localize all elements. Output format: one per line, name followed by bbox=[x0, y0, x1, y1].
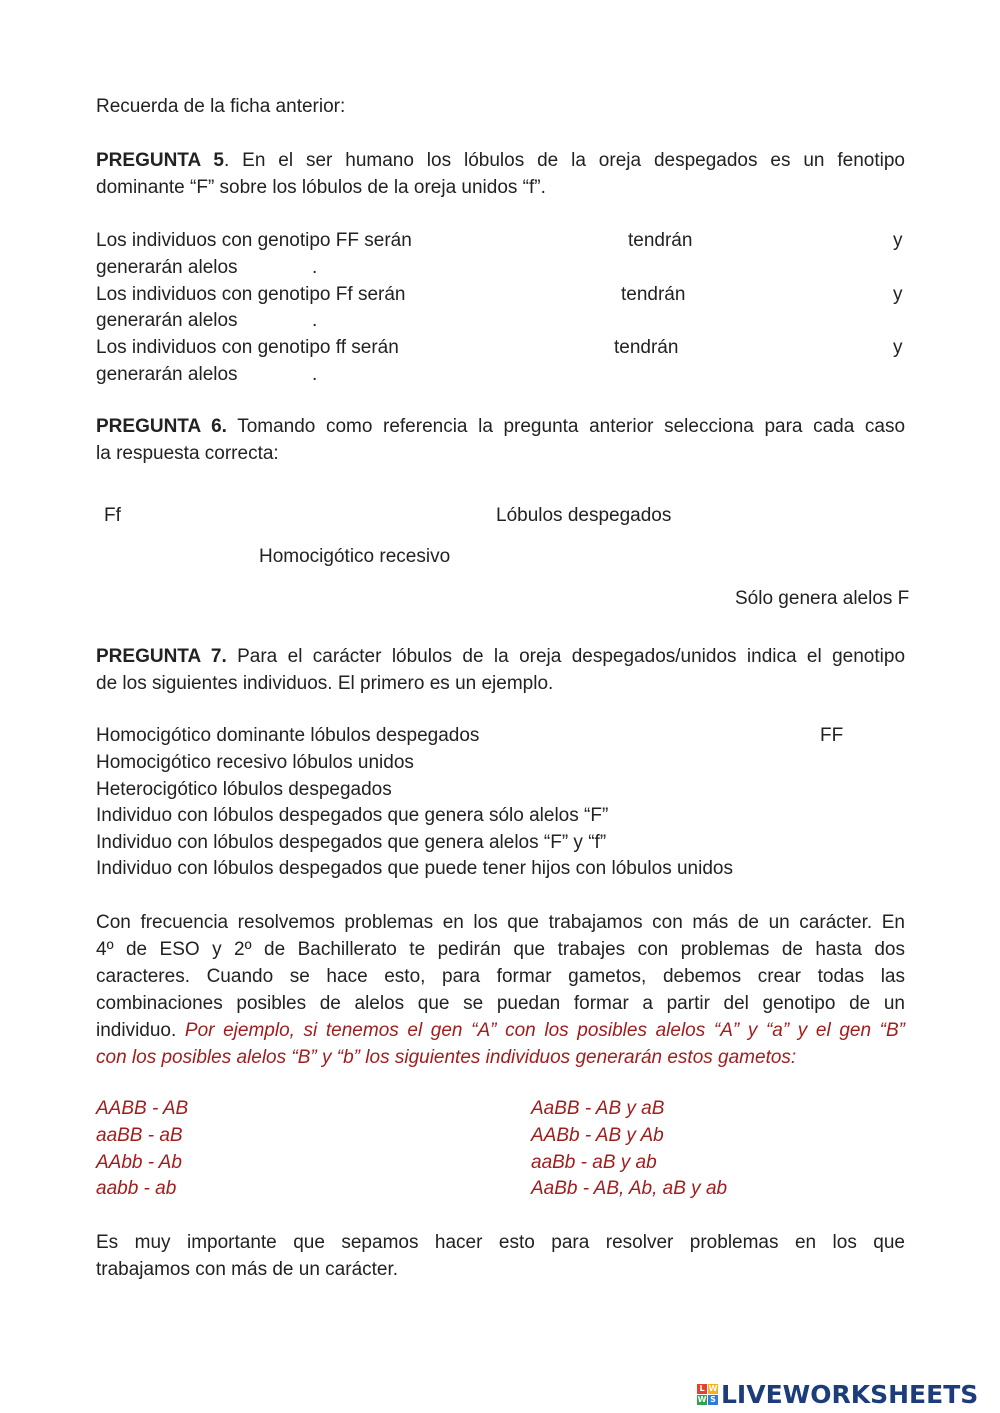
q6-item-homocigotico-recesivo: Homocigótico recesivo bbox=[259, 546, 451, 567]
q5-row-2-prefix: Los individuos con genotipo Ff serán bbox=[96, 284, 406, 305]
q5-row-3-prefix: Los individuos con genotipo ff serán bbox=[96, 337, 399, 358]
question-5-line-1: PREGUNTA 5. En el ser humano los lóbulos de la oreja despegados es un fenotipo bbox=[96, 150, 905, 171]
q5-row-2-mid: tendrán bbox=[621, 284, 686, 305]
question-5-line-2: dominante “F” sobre los lóbulos de la oreja unidos “f”. bbox=[96, 177, 546, 198]
q5-row-2-second: generarán alelos bbox=[96, 310, 238, 331]
gamete-left-3: AAbb - Ab bbox=[96, 1152, 182, 1173]
q6-item-solo-genera-alelos-f: Sólo genera alelos F bbox=[735, 588, 910, 609]
q5-row-1-mid: tendrán bbox=[628, 230, 693, 251]
gamete-left-4: aabb - ab bbox=[96, 1178, 177, 1199]
question-6-line-1: PREGUNTA 6. Tomando como referencia la pregunta anterior selecciona para cada caso bbox=[96, 416, 906, 437]
gamete-right-3: aaBb - aB y ab bbox=[531, 1152, 657, 1173]
gamete-left-2: aaBB - aB bbox=[96, 1125, 183, 1146]
explanation-line-3: caracteres. Cuando se hace esto, para formar gametos, debemos crear todas las bbox=[96, 966, 905, 987]
q6-item-lobulos-despegados: Lóbulos despegados bbox=[496, 505, 672, 526]
question-6-label: PREGUNTA 6. bbox=[96, 416, 227, 437]
closing-line-1: Es muy importante que sepamos hacer esto para resolver problemas en los que bbox=[96, 1232, 905, 1253]
example-intro-red: Por ejemplo, si tenemos el gen “A” con los posibles alelos “A” y “a” y el gen “B” bbox=[184, 1020, 905, 1041]
gamete-right-1: AaBB - AB y aB bbox=[531, 1098, 665, 1119]
q5-row-3-second: generarán alelos bbox=[96, 364, 238, 385]
q5-row-3-dot: . bbox=[312, 364, 318, 385]
question-7 bbox=[96, 643, 905, 697]
question-6 bbox=[96, 413, 905, 467]
question-7-line-2: de los siguientes individuos. El primero es un ejemplo. bbox=[96, 673, 554, 694]
explanation-line-4: combinaciones posibles de alelos que se puedan formar a partir del genotipo de un bbox=[96, 993, 905, 1014]
q7-example-answer: FF bbox=[820, 725, 844, 746]
q7-row-4: Individuo con lóbulos despegados que genera sólo alelos “F” bbox=[96, 805, 609, 826]
explanation-line-2: 4º de ESO y 2º de Bachillerato te pedirán que trabajes con problemas de hasta dos bbox=[96, 939, 905, 960]
closing-paragraph bbox=[96, 1229, 905, 1283]
q5-row-3-end: y bbox=[893, 337, 903, 358]
question-6-line-2: la respuesta correcta: bbox=[96, 443, 279, 464]
q5-row-1-dot: . bbox=[312, 257, 318, 278]
closing-line-2: trabajamos con más de un carácter. bbox=[96, 1259, 399, 1280]
question-5 bbox=[96, 147, 905, 201]
q6-item-ff: Ff bbox=[104, 505, 121, 526]
gamete-right-2: AABb - AB y Ab bbox=[531, 1125, 664, 1146]
question-7-label: PREGUNTA 7. bbox=[96, 646, 227, 667]
explanation-paragraph bbox=[96, 909, 905, 1071]
intro-text: Recuerda de la ficha anterior: bbox=[96, 96, 346, 117]
q5-row-2-end: y bbox=[893, 284, 903, 305]
gamete-left-1: AABB - AB bbox=[96, 1098, 189, 1119]
question-7-line-1: PREGUNTA 7. Para el carácter lóbulos de la oreja despegados/unidos indica el genotipo bbox=[96, 646, 906, 667]
q5-row-1-prefix: Los individuos con genotipo FF serán bbox=[96, 230, 412, 251]
explanation-line-6: con los posibles alelos “B” y “b” los siguientes individuos generarán estos gametos: bbox=[96, 1047, 797, 1068]
gamete-right-4: AaBb - AB, Ab, aB y ab bbox=[531, 1178, 728, 1199]
q7-row-2: Homocigótico recesivo lóbulos unidos bbox=[96, 752, 414, 773]
q5-row-1-end: y bbox=[893, 230, 903, 251]
q7-row-1: Homocigótico dominante lóbulos despegados bbox=[96, 725, 480, 746]
liveworksheets-logo bbox=[697, 1381, 978, 1407]
logo-mark-icon: L W W S bbox=[697, 1383, 718, 1404]
question-5-label: PREGUNTA 5 bbox=[96, 150, 224, 171]
q5-row-1-second: generarán alelos bbox=[96, 257, 238, 278]
q7-row-3: Heterocigótico lóbulos despegados bbox=[96, 779, 392, 800]
q7-row-5: Individuo con lóbulos despegados que genera alelos “F” y “f” bbox=[96, 832, 607, 853]
q5-row-2-dot: . bbox=[312, 310, 318, 331]
q7-row-6: Individuo con lóbulos despegados que puede tener hijos con lóbulos unidos bbox=[96, 858, 733, 879]
logo-text: LIVEWORKSHEETS bbox=[721, 1379, 979, 1409]
q5-row-3-mid: tendrán bbox=[614, 337, 679, 358]
explanation-line-5: individuo. Por ejemplo, si tenemos el gen “A” con los posibles alelos “A” y “a” y el gen “B” bbox=[96, 1020, 905, 1041]
explanation-line-1: Con frecuencia resolvemos problemas en los que trabajamos con más de un carácter. En bbox=[96, 912, 905, 933]
